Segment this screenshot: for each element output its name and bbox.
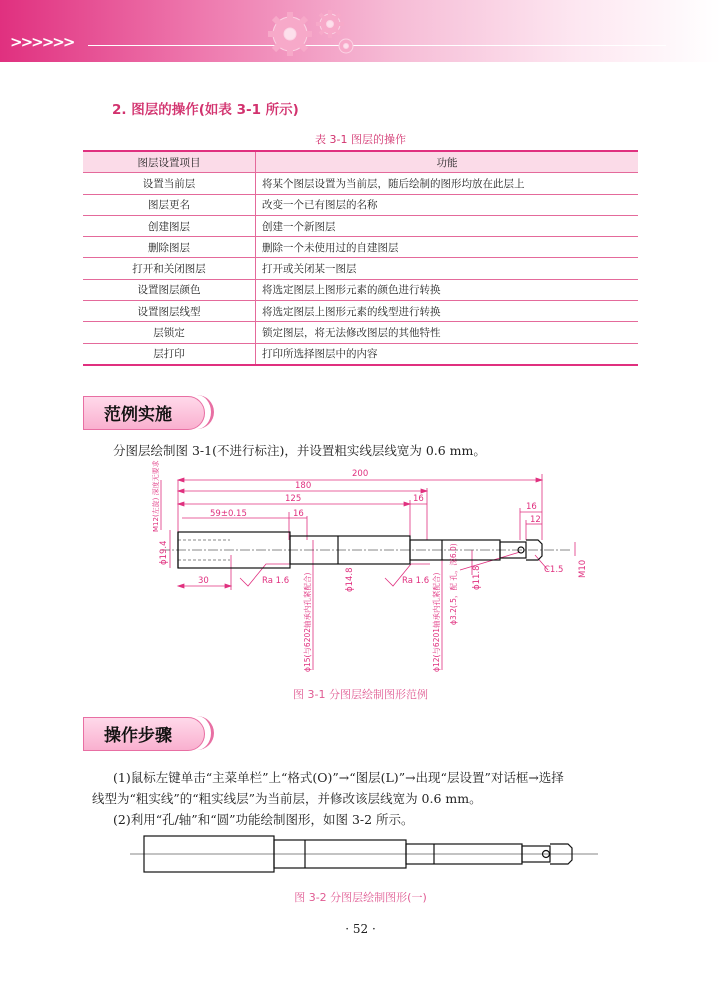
- table-row: [83, 322, 638, 343]
- dim-125: 125: [285, 494, 302, 504]
- table-row: [83, 343, 638, 365]
- dim-phi118: ϕ11.8: [472, 565, 482, 590]
- column-header: 功能: [256, 151, 639, 173]
- table-cell: 层锁定: [83, 322, 256, 343]
- table-cell: 打印所选择图层中的内容: [256, 343, 639, 365]
- column-header: 图层设置项目: [83, 151, 256, 173]
- dim-phi148: ϕ14.8: [345, 567, 355, 592]
- table-row: [83, 258, 638, 279]
- table-cell: 设置图层线型: [83, 301, 256, 322]
- heading-decoration: [191, 395, 214, 429]
- step-1-line-1: (1)鼠标左键单击“主菜单栏”上“格式(O)”→“图层(L)”→出现“层设置”对话框→选择: [113, 770, 564, 785]
- step-1-line-2: 线型为“粗实线”的“粗实线层”为当前层，并修改该层线宽为 0.6 mm。: [92, 791, 482, 806]
- dim-180: 180: [295, 481, 312, 491]
- steps-heading: [83, 717, 205, 751]
- dim-ra-2: Ra 1.6: [402, 576, 430, 586]
- dim-16-a: 16: [413, 494, 424, 504]
- shaft-drawing-3-2: [130, 830, 600, 882]
- table-row: [83, 279, 638, 300]
- dim-m10: M10: [578, 559, 588, 578]
- layer-operations-table: [83, 150, 638, 366]
- dim-30: 30: [198, 576, 209, 586]
- dim-16-c: 16: [293, 509, 304, 519]
- chevron-icons: >>>>>>: [10, 33, 74, 51]
- example-text: 分图层绘制图 3-1(不进行标注)，并设置粗实线层线宽为 0.6 mm。: [113, 443, 486, 458]
- table-cell: 改变一个已有图层的名称: [256, 194, 639, 215]
- table-cell: 创建一个新图层: [256, 215, 639, 236]
- dim-phi15: ϕ15(与6202轴承内孔紧配合): [303, 572, 312, 672]
- table-cell: 图层更名: [83, 194, 256, 215]
- heading-decoration: [191, 716, 214, 750]
- dim-59: 59±0.15: [210, 509, 247, 519]
- table-cell: 打开和关闭图层: [83, 258, 256, 279]
- table-row: [83, 173, 638, 194]
- table-cell: 将选定图层上图形元素的线型进行转换: [256, 301, 639, 322]
- table-cell: 删除图层: [83, 237, 256, 258]
- figure-3-2-caption: 图 3-2 分图层绘制图形(一): [294, 891, 427, 904]
- example-heading: [83, 396, 205, 430]
- dim-16-b: 16: [526, 502, 537, 512]
- steps-heading-label: 操作步骤: [104, 726, 172, 746]
- table-cell: 层打印: [83, 343, 256, 365]
- dim-ra-1: Ra 1.6: [262, 576, 290, 586]
- table-cell: 将选定图层上图形元素的颜色进行转换: [256, 279, 639, 300]
- table-cell: 将某个图层设置为当前层，随后绘制的图形均放在此层上: [256, 173, 639, 194]
- step-2: (2)利用“孔/轴”和“圆”功能绘制图形，如图 3-2 所示。: [113, 812, 414, 827]
- header-banner: [0, 0, 721, 62]
- dim-200: 200: [352, 469, 369, 479]
- dim-phi12: ϕ12(与6201轴承内孔紧配合): [432, 572, 441, 672]
- table-row: [83, 215, 638, 236]
- dim-c15: C1.5: [544, 565, 564, 575]
- dim-phi194: ϕ19.4: [159, 540, 169, 565]
- table-caption: 表 3-1 图层的操作: [315, 133, 406, 146]
- table-row: [83, 237, 638, 258]
- table-row: [83, 301, 638, 322]
- table-cell: 锁定图层，将无法修改图层的其他特性: [256, 322, 639, 343]
- shaft-drawing-3-1: [130, 460, 600, 680]
- gears-icon: [258, 4, 368, 62]
- section-title: 2. 图层的操作(如表 3-1 所示): [112, 102, 299, 118]
- figure-3-1-caption: 图 3-1 分图层绘制图形范例: [293, 688, 428, 701]
- table-cell: 设置图层颜色: [83, 279, 256, 300]
- dim-12: 12: [530, 515, 541, 525]
- table-row: [83, 194, 638, 215]
- page-number: · 52 ·: [345, 922, 376, 936]
- example-heading-label: 范例实施: [104, 405, 172, 425]
- header-rule: [88, 45, 666, 46]
- table-cell: 打开或关闭某一图层: [256, 258, 639, 279]
- table-header-row: [83, 151, 638, 173]
- dim-m12: M12(左旋) 深度无要求: [152, 460, 160, 532]
- table-cell: 删除一个未使用过的自建图层: [256, 237, 639, 258]
- table-cell: 创建图层: [83, 215, 256, 236]
- dim-phi32: ϕ3.2(.5，配 孔，深6.0): [449, 543, 458, 625]
- table-cell: 设置当前层: [83, 173, 256, 194]
